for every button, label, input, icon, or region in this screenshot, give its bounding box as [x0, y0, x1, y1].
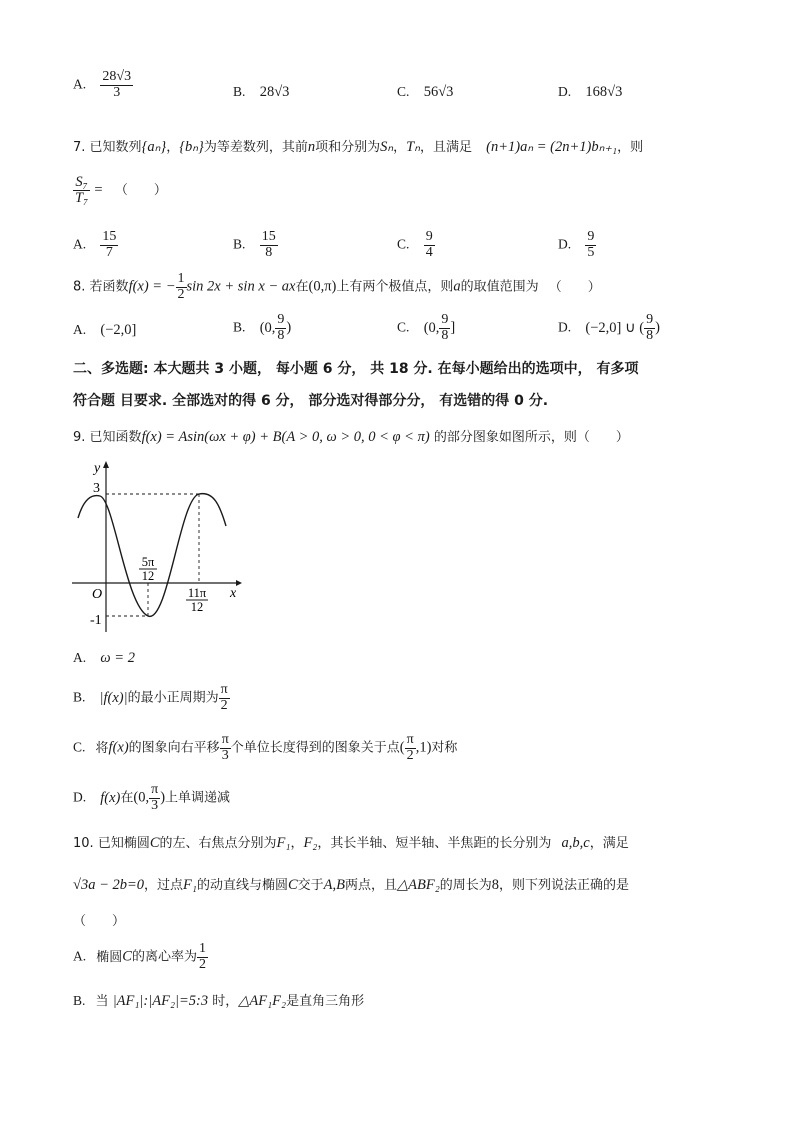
q9-option-d[interactable]: [73, 783, 230, 813]
option-value: (0,: [423, 319, 440, 336]
option-value: |AF₁|:|AF₂|=5:3: [112, 993, 209, 1009]
math-expr: {aₙ}: [141, 139, 167, 155]
stem-text: 的部分图象如图所示，则（ ）: [433, 430, 629, 445]
stem-text: 已知函数: [89, 430, 142, 445]
option-label: D.: [558, 236, 572, 252]
q6-option-c[interactable]: [397, 84, 453, 101]
q10-stem-line-1: [73, 832, 629, 852]
option-value: ): [655, 319, 660, 336]
stem-text: ，则: [617, 140, 644, 155]
option-text: 在: [120, 790, 134, 806]
math-expr: a: [453, 278, 461, 295]
math-expr: {bₙ}: [179, 139, 204, 155]
fraction: [424, 230, 435, 260]
option-label: D.: [558, 319, 572, 335]
option-text: 的离心率为: [131, 949, 197, 965]
denominator: 7: [105, 244, 113, 260]
math-expr: F₂: [303, 835, 318, 851]
option-value: (0,: [259, 319, 276, 336]
math-expr: A,B: [323, 877, 345, 893]
tick-label-denominator: 12: [141, 569, 155, 583]
stem-text: 的动直线与椭圆: [196, 878, 288, 893]
q8-option-c[interactable]: [397, 313, 455, 343]
option-value: ): [286, 319, 292, 336]
option-text: 对称: [431, 740, 458, 756]
option-text: 是直角三角形: [286, 994, 365, 1009]
stem-text: ，满足: [589, 836, 629, 851]
q9-option-b[interactable]: [73, 683, 230, 713]
option-value: |f(x)|: [99, 689, 128, 706]
answer-blank: （ ）: [548, 279, 601, 295]
option-label: A.: [73, 650, 87, 665]
option-label: A.: [73, 948, 87, 964]
stem-text: 已知椭圆: [97, 836, 150, 851]
q6-option-b[interactable]: [233, 84, 289, 101]
denominator: 2: [406, 747, 414, 763]
option-value: (: [399, 739, 405, 756]
option-label: D.: [73, 789, 87, 805]
option-value: ,1): [415, 739, 432, 756]
q8-option-a[interactable]: [73, 322, 136, 339]
denominator: 2: [198, 956, 206, 972]
stem-text: 若函数: [89, 279, 129, 295]
stem-text: 的左、右焦点分别为: [159, 836, 277, 851]
answer-blank: （ ）: [114, 183, 167, 199]
section-instructions-line-1: 二、多选题: 本大题共 3 小题， 每小题 6 分， 共 18 分. 在每小题给出的选项中， 有多项: [73, 361, 639, 377]
question-number: 7.: [73, 140, 86, 155]
q10-option-b[interactable]: [73, 990, 364, 1010]
option-label: B.: [233, 319, 246, 335]
stem-text: ，过点: [144, 878, 184, 893]
option-value: ]: [450, 319, 456, 336]
question-number: 9.: [73, 430, 86, 445]
q10-stem-line-2: [73, 874, 629, 894]
q7-option-c[interactable]: [397, 230, 435, 260]
denominator: 8: [646, 327, 654, 343]
math-expr: Sₙ: [380, 139, 394, 155]
denominator: 3: [113, 84, 121, 100]
fraction: [219, 683, 230, 713]
q10-option-a[interactable]: [73, 942, 208, 972]
q7-stem: [73, 136, 643, 156]
y-min-label: -1: [90, 613, 102, 628]
option-label: A.: [73, 76, 87, 92]
option-label: A.: [73, 322, 87, 337]
question-number: 8.: [73, 279, 86, 295]
q7-option-b[interactable]: [233, 230, 278, 260]
math-expr: √3a − 2b=0: [73, 877, 145, 893]
math-expr: sin 2x + sin x − ax: [186, 278, 296, 295]
tick-label-numerator: 5π: [141, 555, 155, 569]
option-label: C.: [397, 319, 410, 335]
fraction: [644, 313, 655, 343]
option-label: D.: [558, 84, 572, 99]
denominator: 2: [177, 286, 185, 302]
numerator: π: [220, 682, 228, 697]
numerator: π: [406, 732, 414, 747]
section-instructions-line-2: 符合题 目要求. 全部选对的得 6 分， 部分选对得部分分， 有选错的得 0 分.: [73, 393, 549, 409]
stem-text: 两点，且: [345, 878, 398, 893]
fraction: [149, 783, 160, 813]
q6-option-a[interactable]: [73, 70, 133, 100]
option-value: (−2,0]: [100, 322, 137, 338]
option-text: 个单位长度得到的图象关于点: [230, 740, 400, 756]
option-value: 28√3: [259, 84, 290, 100]
fraction: [585, 230, 596, 260]
denominator: 2: [220, 697, 228, 713]
numerator: π: [221, 732, 229, 747]
stem-text: ，: [290, 836, 304, 851]
origin-label: O: [92, 587, 103, 602]
fraction: [220, 733, 231, 763]
numerator: 15: [261, 229, 276, 244]
stem-text: 在: [295, 279, 309, 295]
option-text: 的最小正周期为: [127, 690, 219, 706]
fraction: [439, 313, 450, 343]
q9-option-c[interactable]: [73, 733, 457, 763]
denominator: 8: [265, 244, 273, 260]
stem-text: 上有两个极值点，则: [336, 279, 454, 295]
fraction: [176, 272, 187, 302]
option-value: 168√3: [585, 84, 623, 100]
option-text: 当: [95, 994, 109, 1009]
stem-text: 的取值范围为: [460, 279, 539, 295]
option-value: (0,: [133, 789, 150, 806]
q8-option-b[interactable]: [233, 313, 291, 343]
numerator: 9: [425, 229, 433, 244]
fraction: [275, 313, 286, 343]
fraction: [100, 70, 133, 100]
option-text: 上单调递减: [165, 790, 231, 806]
option-text: 将: [95, 740, 109, 756]
q8-stem: [73, 272, 601, 302]
stem-text: 为等差数列，其前: [203, 140, 308, 155]
stem-text: 的周长为: [439, 878, 492, 893]
q9-function-graph: [68, 456, 248, 636]
numerator: π: [151, 782, 159, 797]
fraction: [100, 230, 118, 260]
option-text: 时，: [212, 994, 239, 1009]
stem-text: ，: [393, 140, 407, 155]
y-axis-label: y: [94, 461, 101, 476]
fraction: [405, 733, 416, 763]
numerator: 9: [441, 312, 449, 327]
math-expr: f(x) = Asin(ωx + φ) + B(A > 0, ω > 0, 0 < φ < π): [141, 429, 430, 445]
denominator: 3: [221, 747, 229, 763]
option-value: 56√3: [423, 84, 454, 100]
math-expr: (0,π): [308, 278, 337, 295]
option-label: B.: [73, 689, 86, 705]
math-expr: C: [149, 835, 160, 851]
option-value: C: [122, 948, 132, 965]
equals-sign: =: [94, 182, 103, 199]
numerator: 9: [646, 312, 654, 327]
math-expr: F₁: [276, 835, 291, 851]
q9-option-a[interactable]: [73, 650, 135, 667]
option-value: ): [160, 789, 166, 806]
math-expr: n: [307, 139, 316, 155]
denominator: 5: [587, 244, 595, 260]
x-axis-arrow-icon: [236, 580, 242, 586]
denominator: 8: [441, 327, 449, 343]
option-value: ω = 2: [100, 650, 135, 666]
stem-text: 已知数列: [89, 140, 142, 155]
y-axis-arrow-icon: [103, 461, 109, 468]
tick-label-denominator: 12: [190, 600, 204, 614]
numerator: S₇: [73, 175, 90, 191]
y-max-label: 3: [93, 481, 100, 496]
q7-option-a[interactable]: [73, 230, 118, 260]
option-text: 椭圆: [96, 949, 123, 965]
option-label: C.: [397, 84, 410, 99]
math-expr: C: [287, 877, 298, 893]
stem-text: ，其长半轴、短半轴、半焦距的长分别为: [317, 836, 552, 851]
option-label: A.: [73, 236, 87, 252]
option-text: 的图象向右平移: [128, 740, 220, 756]
numerator: 28√3: [102, 69, 132, 84]
denominator: T₇: [75, 190, 89, 207]
option-label: B.: [73, 993, 86, 1008]
denominator: 4: [425, 244, 433, 260]
q8-option-d[interactable]: [558, 313, 660, 343]
q6-option-d[interactable]: [558, 84, 622, 101]
q7-ratio-line: [73, 175, 167, 206]
option-label: B.: [233, 236, 246, 252]
q7-option-d[interactable]: [558, 230, 596, 260]
denominator: 3: [151, 797, 159, 813]
math-expr: △ABF₂: [397, 877, 440, 893]
answer-blank: （ ）: [73, 914, 126, 929]
option-value: △AF₁F₂: [238, 993, 287, 1009]
stem-text: ，且满足: [420, 140, 473, 155]
numerator: 1: [198, 941, 206, 956]
option-label: C.: [73, 739, 86, 755]
math-expr: Tₙ: [406, 139, 420, 155]
denominator: 8: [277, 327, 285, 343]
numerator: 1: [177, 271, 185, 286]
numerator: 9: [587, 229, 595, 244]
numerator: 15: [102, 229, 117, 244]
stem-text: ，则下列说法正确的是: [499, 878, 630, 893]
fraction: [73, 175, 90, 206]
math-expr: 8: [491, 877, 500, 893]
math-expr: f(x) = −: [128, 278, 176, 295]
stem-text: 交于: [297, 878, 324, 893]
math-expr: F₁: [183, 877, 197, 893]
tick-label-numerator: 11π: [187, 586, 207, 600]
option-value: f(x): [100, 789, 121, 806]
stem-text: 项和分别为: [315, 140, 381, 155]
fraction: [197, 942, 208, 972]
question-number: 10.: [73, 836, 94, 851]
option-value: (−2,0] ∪ (: [585, 319, 645, 336]
option-value: f(x): [108, 739, 129, 756]
q9-stem: [73, 426, 629, 446]
fraction: [260, 230, 278, 260]
stem-text: ，: [166, 140, 180, 155]
math-expr: (n+1)aₙ = (2n+1)bₙ₊₁: [486, 139, 618, 155]
numerator: 9: [277, 312, 285, 327]
option-label: B.: [233, 84, 246, 99]
math-expr: a,b,c: [561, 835, 590, 851]
x-axis-label: x: [230, 586, 237, 601]
option-label: C.: [397, 236, 410, 252]
